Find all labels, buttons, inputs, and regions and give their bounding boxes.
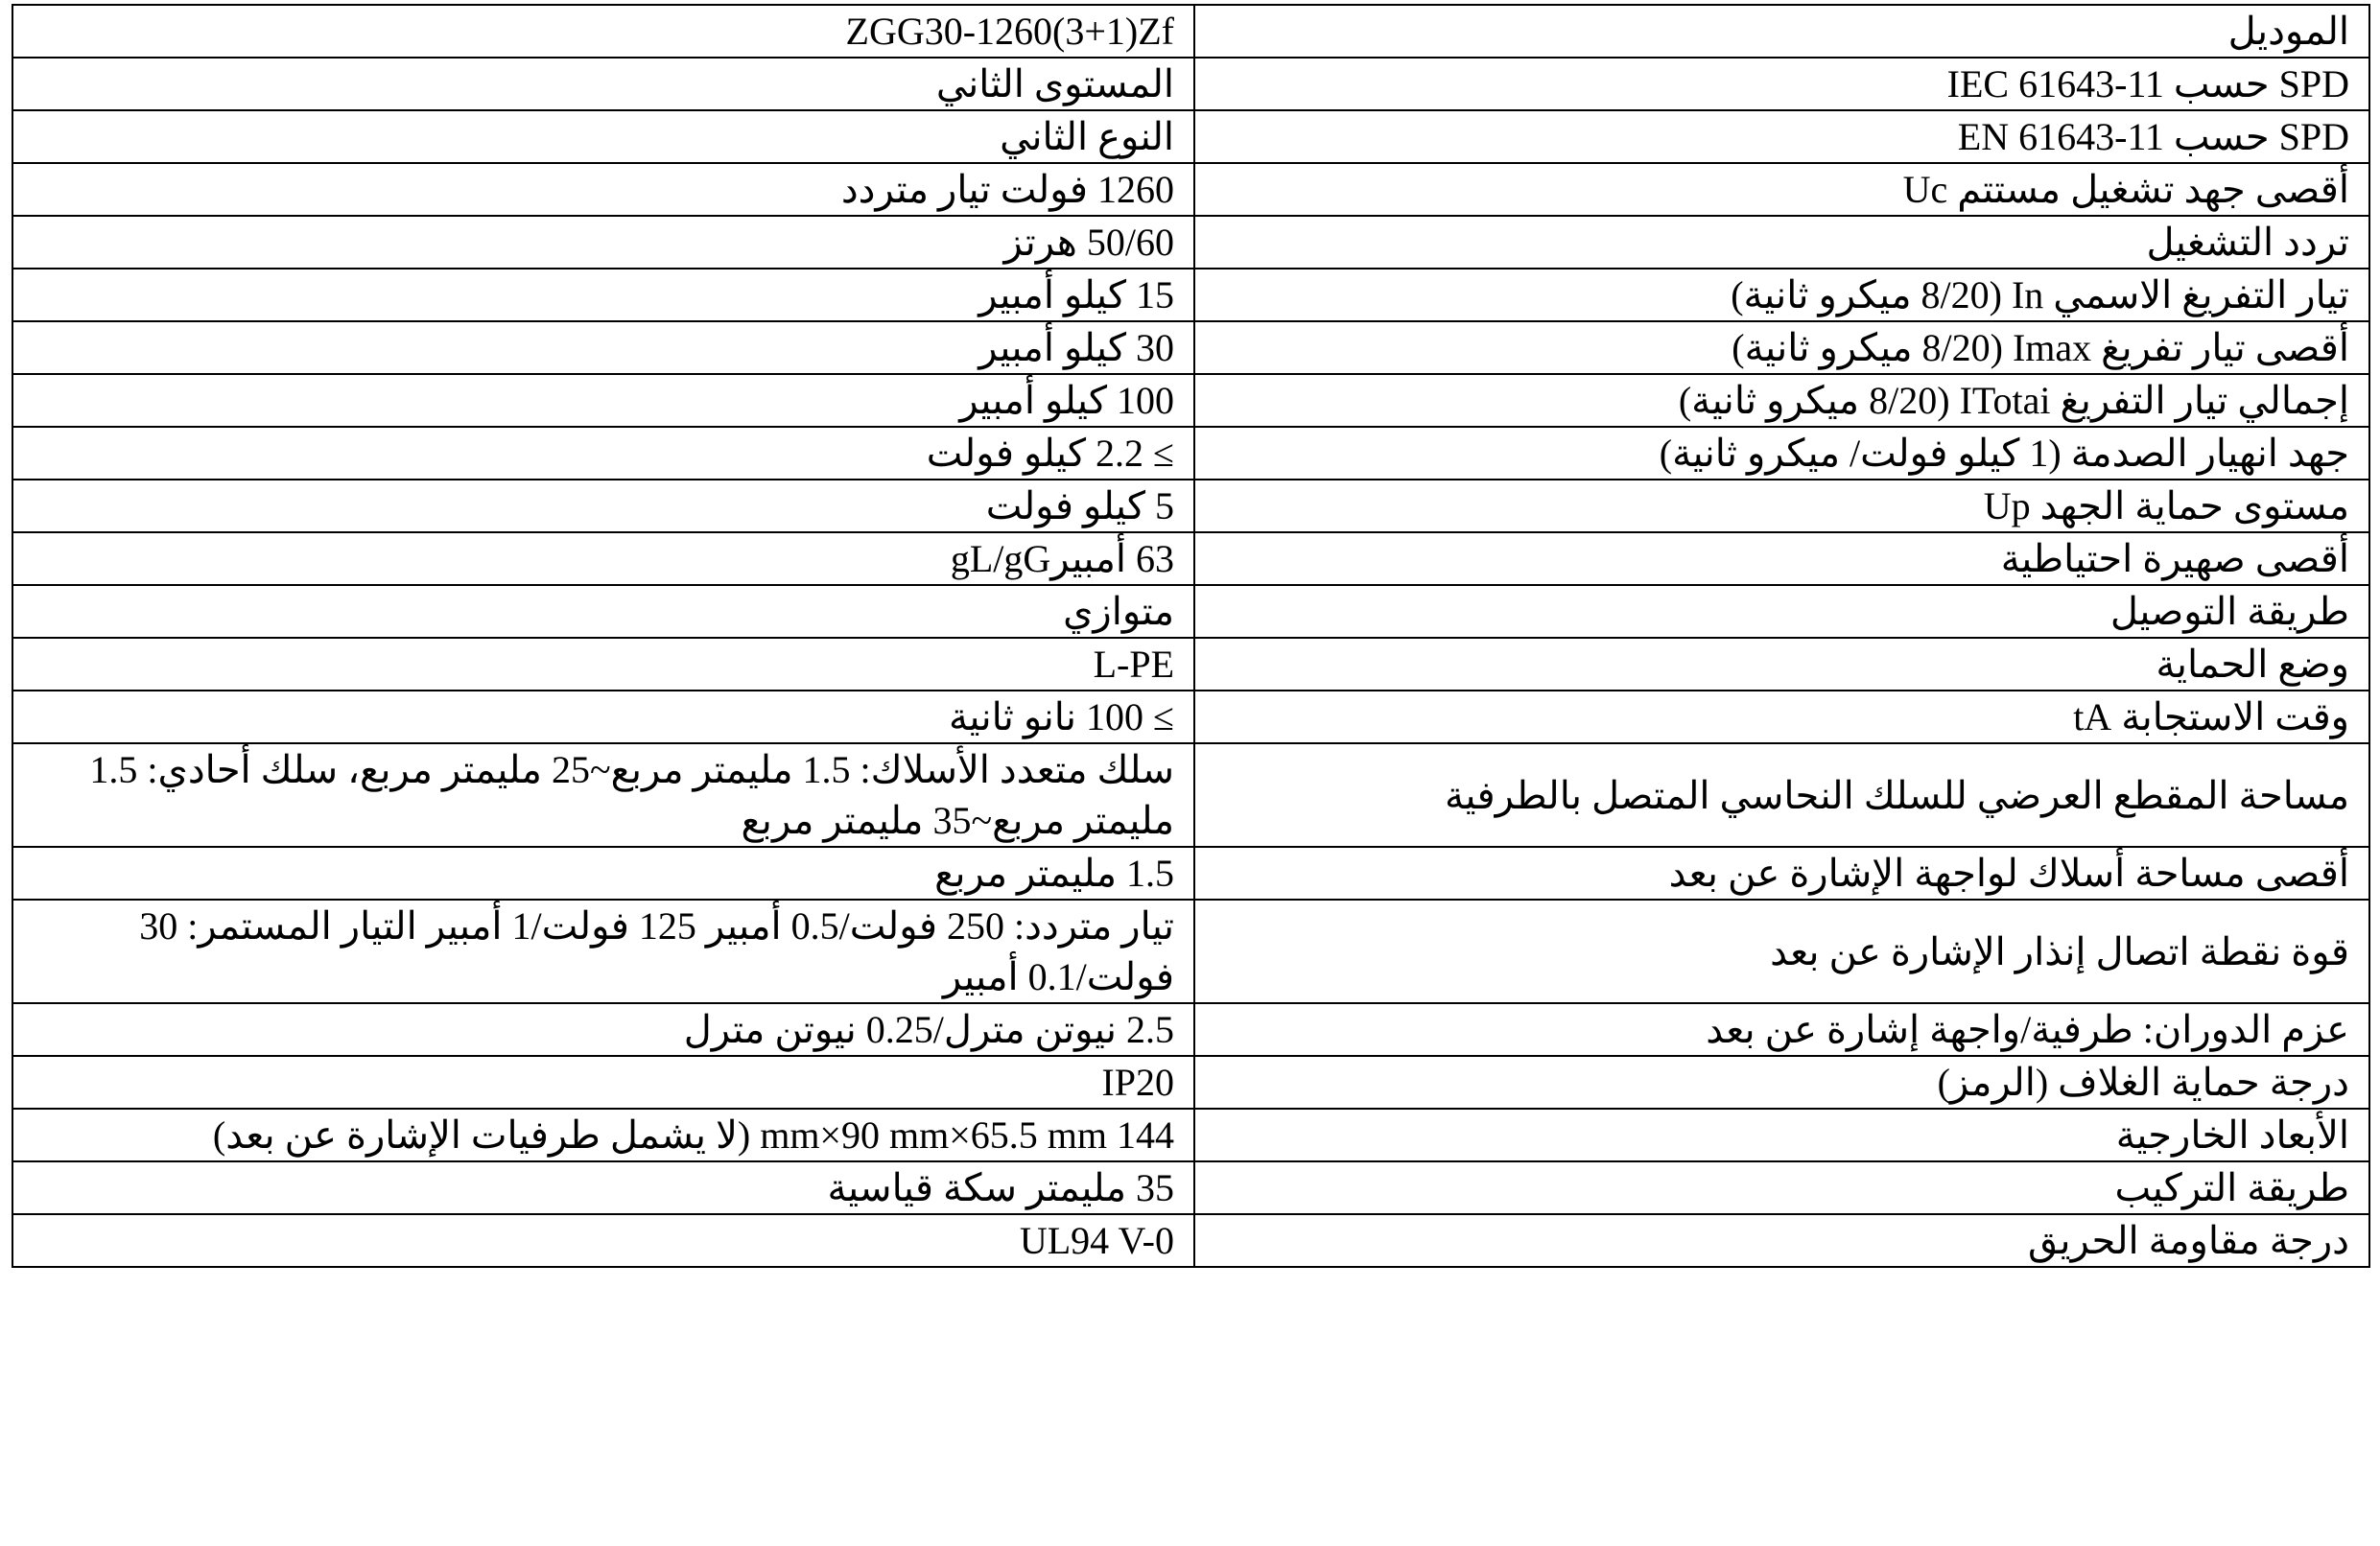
spec-value-cell: ≥ 2.2 كيلو فولت bbox=[12, 427, 1194, 480]
spec-value-cell: تيار متردد: 250 فولت/0.5 أمبير 125 فولت/1 أمبير التيار المستمر: 30 فولت/0.1 أمبير bbox=[12, 900, 1194, 1003]
spec-row bbox=[12, 216, 2369, 269]
spec-row bbox=[12, 1056, 2369, 1109]
spec-row bbox=[12, 847, 2369, 900]
spec-value-cell: 63 أمبيرgL/gG bbox=[12, 532, 1194, 585]
spec-value-cell: ZGG30-1260(3+1)Zf bbox=[12, 5, 1194, 58]
spec-value-cell: 2.5 نيوتن مترل/0.25 نيوتن مترل bbox=[12, 1003, 1194, 1056]
spec-value-cell: 35 مليمتر سكة قياسية bbox=[12, 1161, 1194, 1214]
specification-table bbox=[12, 4, 2370, 1268]
spec-value-cell: 100 كيلو أمبير bbox=[12, 374, 1194, 427]
spec-value-cell: 5 كيلو فولت bbox=[12, 480, 1194, 532]
spec-value-cell: 30 كيلو أمبير bbox=[12, 321, 1194, 374]
spec-label-cell: أقصى تيار تفريغ Imax (8/20 ميكرو ثانية) bbox=[1194, 321, 2369, 374]
spec-row bbox=[12, 163, 2369, 216]
spec-row bbox=[12, 110, 2369, 163]
spec-row bbox=[12, 5, 2369, 58]
spec-value-cell: النوع الثاني bbox=[12, 110, 1194, 163]
spec-row bbox=[12, 1161, 2369, 1214]
spec-row bbox=[12, 1214, 2369, 1267]
spec-value-cell: متوازي bbox=[12, 585, 1194, 638]
spec-label-cell: طريقة التركيب bbox=[1194, 1161, 2369, 1214]
spec-label-cell: أقصى مساحة أسلاك لواجهة الإشارة عن بعد bbox=[1194, 847, 2369, 900]
spec-row bbox=[12, 1109, 2369, 1161]
spec-value-cell: 15 كيلو أمبير bbox=[12, 269, 1194, 321]
spec-label-cell: طريقة التوصيل bbox=[1194, 585, 2369, 638]
spec-label-cell: الأبعاد الخارجية bbox=[1194, 1109, 2369, 1161]
spec-row bbox=[12, 58, 2369, 110]
spec-row bbox=[12, 374, 2369, 427]
spec-row bbox=[12, 585, 2369, 638]
spec-row bbox=[12, 532, 2369, 585]
spec-label-cell: عزم الدوران: طرفية/واجهة إشارة عن بعد bbox=[1194, 1003, 2369, 1056]
spec-label-cell: درجة حماية الغلاف (الرمز) bbox=[1194, 1056, 2369, 1109]
spec-row bbox=[12, 900, 2369, 1003]
spec-row bbox=[12, 691, 2369, 743]
spec-label-cell: أقصى صهيرة احتياطية bbox=[1194, 532, 2369, 585]
spec-value-cell: ≥ 100 نانو ثانية bbox=[12, 691, 1194, 743]
spec-value-cell: UL94 V-0 bbox=[12, 1214, 1194, 1267]
spec-label-cell: قوة نقطة اتصال إنذار الإشارة عن بعد bbox=[1194, 900, 2369, 1003]
spec-label-cell: وقت الاستجابة tA bbox=[1194, 691, 2369, 743]
spec-label-cell: SPD حسب IEC 61643-11 bbox=[1194, 58, 2369, 110]
spec-value-cell: 50/60 هرتز bbox=[12, 216, 1194, 269]
spec-value-cell: 1260 فولت تيار متردد bbox=[12, 163, 1194, 216]
spec-value-cell: L-PE bbox=[12, 638, 1194, 691]
spec-label-cell: تردد التشغيل bbox=[1194, 216, 2369, 269]
spec-label-cell: إجمالي تيار التفريغ ITotai (8/20 ميكرو ثانية) bbox=[1194, 374, 2369, 427]
spec-value-cell: المستوى الثاني bbox=[12, 58, 1194, 110]
spec-value-cell: سلك متعدد الأسلاك: 1.5 مليمتر مربع~25 مليمتر مربع، سلك أحادي: 1.5 مليمتر مربع~35 مليمتر مربع bbox=[12, 743, 1194, 847]
spec-label-cell: مستوى حماية الجهد Up bbox=[1194, 480, 2369, 532]
spec-row bbox=[12, 427, 2369, 480]
spec-row bbox=[12, 321, 2369, 374]
spec-row bbox=[12, 1003, 2369, 1056]
spec-label-cell: جهد انهيار الصدمة (1 كيلو فولت/ ميكرو ثانية) bbox=[1194, 427, 2369, 480]
spec-label-cell: الموديل bbox=[1194, 5, 2369, 58]
spec-label-cell: أقصى جهد تشغيل مستتم Uc bbox=[1194, 163, 2369, 216]
spec-label-cell: تيار التفريغ الاسمي In (8/20 ميكرو ثانية) bbox=[1194, 269, 2369, 321]
spec-value-cell: 144 mm×90 mm×65.5 mm (لا يشمل طرفيات الإشارة عن بعد) bbox=[12, 1109, 1194, 1161]
spec-label-cell: درجة مقاومة الحريق bbox=[1194, 1214, 2369, 1267]
spec-value-cell: IP20 bbox=[12, 1056, 1194, 1109]
spec-label-cell: SPD حسب EN 61643-11 bbox=[1194, 110, 2369, 163]
spec-row bbox=[12, 269, 2369, 321]
spec-label-cell: مساحة المقطع العرضي للسلك النحاسي المتصل بالطرفية bbox=[1194, 743, 2369, 847]
specification-table-body bbox=[12, 5, 2369, 1267]
spec-row bbox=[12, 638, 2369, 691]
spec-row bbox=[12, 480, 2369, 532]
spec-row bbox=[12, 743, 2369, 847]
spec-label-cell: وضع الحماية bbox=[1194, 638, 2369, 691]
spec-value-cell: 1.5 مليمتر مربع bbox=[12, 847, 1194, 900]
